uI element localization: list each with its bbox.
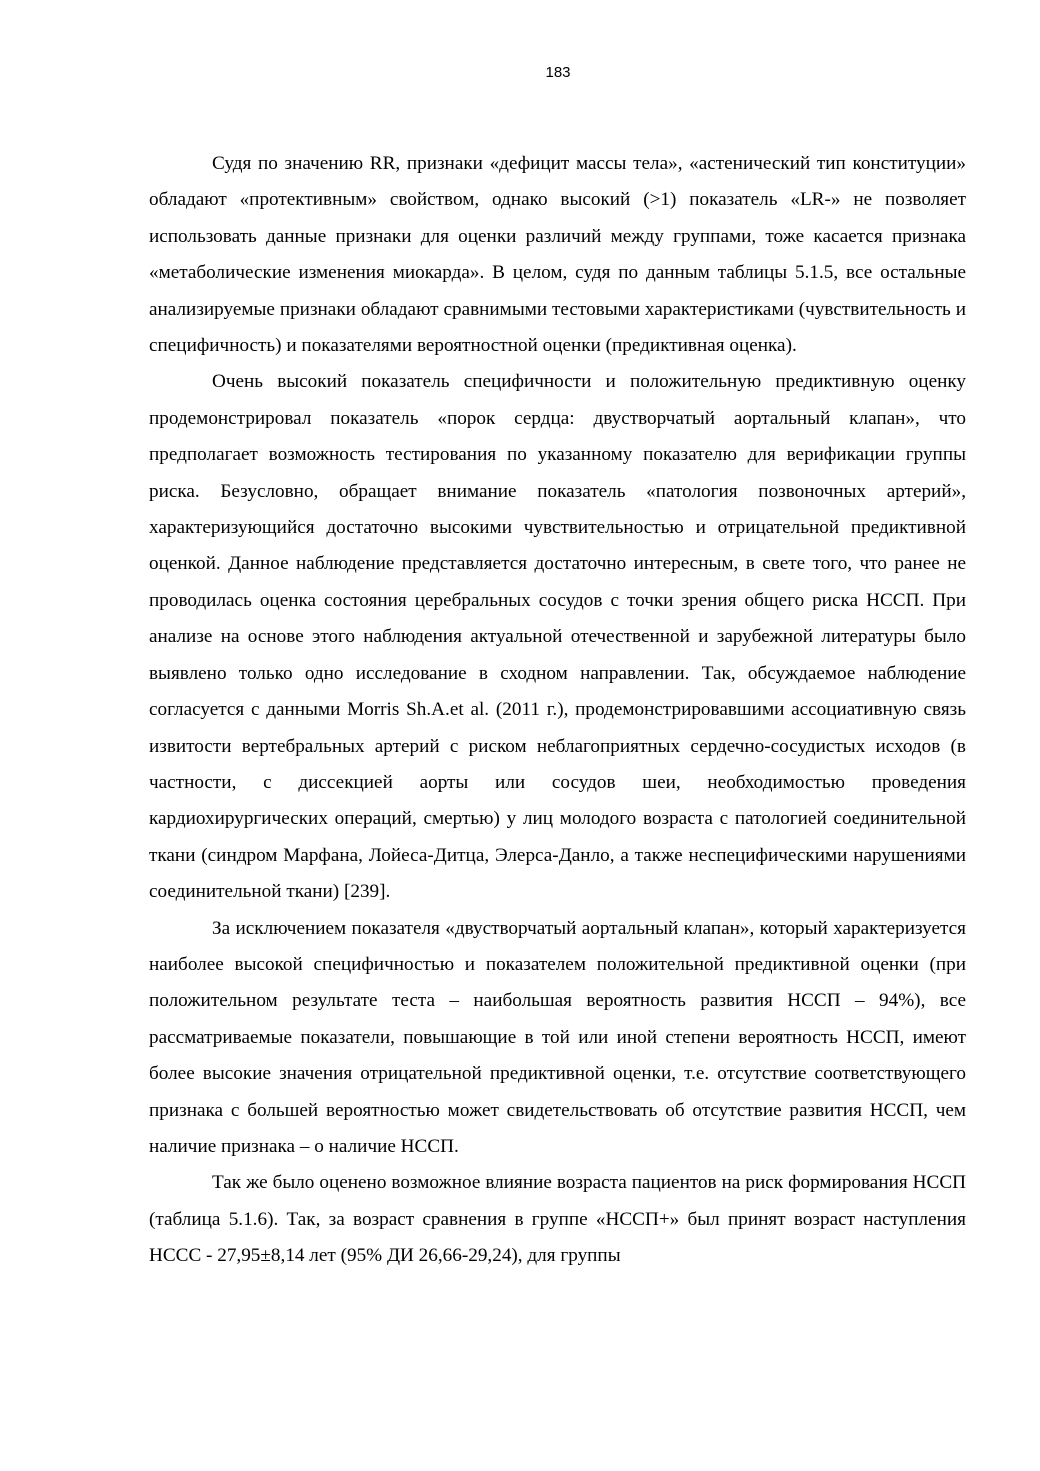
page-number: 183 <box>545 64 571 81</box>
document-body <box>149 146 966 1275</box>
paragraph-1: Судя по значению RR, признаки «дефицит массы тела», «астенический тип конституции» обладают «протективным» свойством, однако высокий (>1) показатель «LR-» не позволяет использовать данные признаки для оценки различий между группами, тоже касается признака «метаболические изменения миокарда». В целом, судя по данным таблицы 5.1.5, все остальные анализируемые признаки обладают сравнимыми тестовыми характеристиками (чувствительность и специфичность) и показателями вероятностной оценки (предиктивная оценка). <box>149 153 966 357</box>
paragraph-2: Очень высокий показатель специфичности и положительную предиктивную оценку продемонстрировал показатель «порок сердца: двустворчатый аортальный клапан», что предполагает возможность тестирования по указанному показателю для верификации группы риска. Безусловно, обращает внимание показатель «патология позвоночных артерий», характеризующийся достаточно высокими чувствительностью и отрицательной предиктивной оценкой. Данное наблюдение представляется достаточно интересным, в свете того, что ранее не проводилась оценка состояния церебральных сосудов с точки зрения общего риска НССП. При анализе на основе этого наблюдения актуальной отечественной и зарубежной литературы было выявлено только одно исследование в сходном направлении. Так, обсуждаемое наблюдение согласуется с данными Morris Sh.A.et al. (2011 г.), продемонстрировавшими ассоциативную связь извитости вертебральных артерий с риском неблагоприятных сердечно-сосудистых исходов (в частности, с диссекцией аорты или сосудов шеи, необходимостью проведения кардиохирургических операций, смертью) у лиц молодого возраста с патологией соединительной ткани (синдром Марфана, Лойеса-Дитца, Элерса-Данло, а также неспецифическими нарушениями соединительной ткани) [239]. <box>149 371 966 903</box>
paragraph-4: Так же было оценено возможное влияние возраста пациентов на риск формирования НССП (таблица 5.1.6). Так, за возраст сравнения в группе «НССП+» был принят возраст наступления НССС - 27,95±8,14 лет (95% ДИ 26,66-29,24), для группы <box>149 1172 966 1267</box>
paragraph-3: За исключением показателя «двустворчатый аортальный клапан», который характеризуется наиболее высокой специфичностью и показателем положительной предиктивной оценки (при положительном результате теста – наибольшая вероятность развития НССП – 94%), все рассматриваемые показатели, повышающие в той или иной степени вероятность НССП, имеют более высокие значения отрицательной предиктивной оценки, т.е. отсутствие соответствующего признака с большей вероятностью может свидетельствовать об отсутствие развития НССП, чем наличие признака – о наличие НССП. <box>149 917 966 1157</box>
